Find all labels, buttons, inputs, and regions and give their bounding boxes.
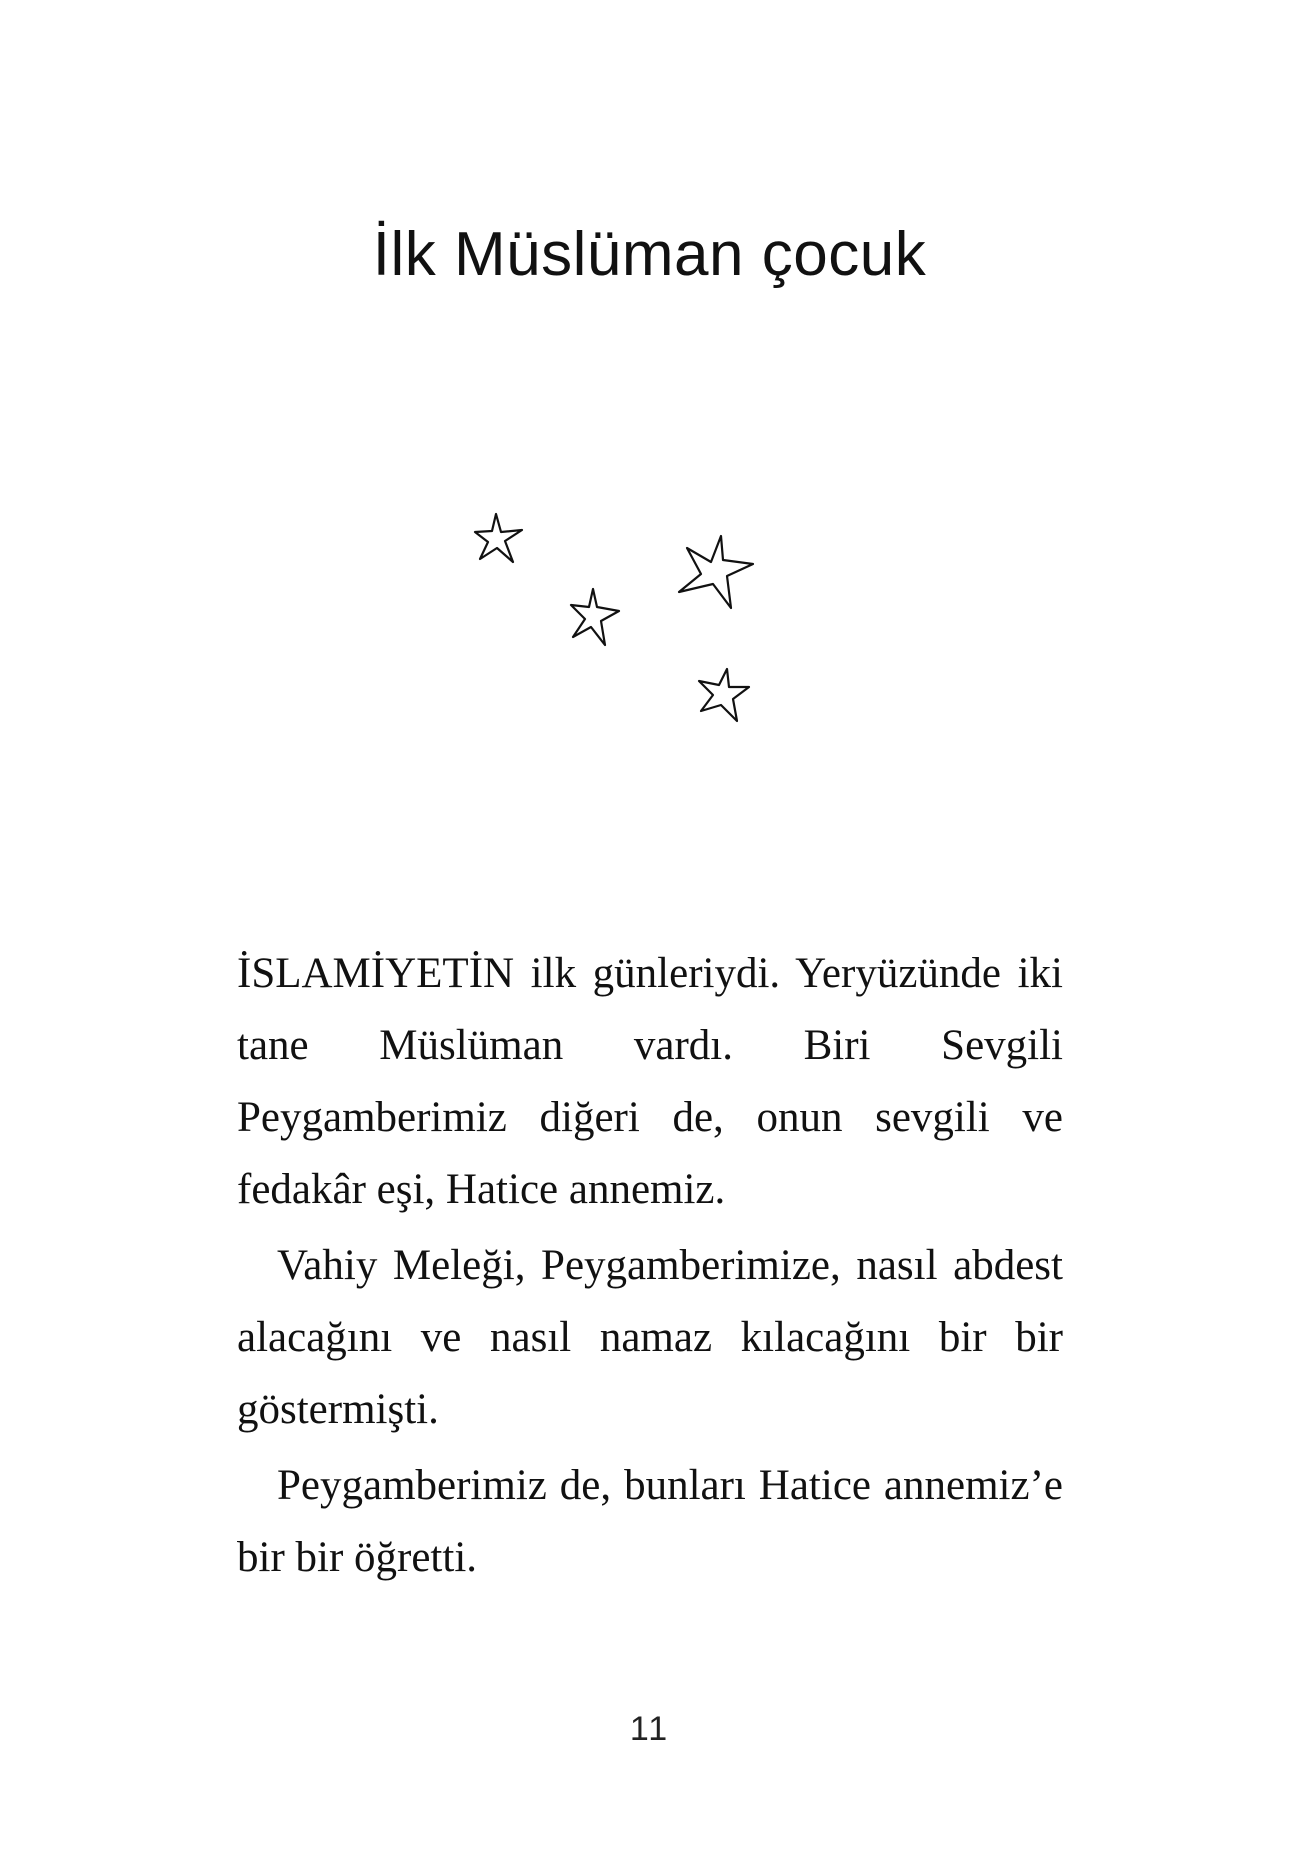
- paragraph: İSLAMİYETİN ilk günleriydi. Yeryüzünde iki tane Müslüman vardı. Biri Sevgili Peygamberimiz diğeri de, onun sevgili ve fedakâr eşi, Hatice annemiz.: [237, 950, 1063, 1213]
- chapter-title: İlk Müslüman çocuk: [372, 220, 927, 289]
- body-text: [237, 938, 1063, 1598]
- star-icon: [673, 532, 758, 612]
- star-icon: [470, 510, 530, 570]
- star-icon: [565, 585, 625, 650]
- page-number: 11: [629, 1710, 670, 1748]
- star-icon: [693, 665, 753, 725]
- paragraph: Vahiy Meleği, Peygamberimize, nasıl abdest alacağını ve nasıl namaz kılacağını bir bir göstermişti.: [237, 1242, 1063, 1433]
- paragraph: Peygamberimiz de, bunları Hatice annemiz’e bir bir öğretti.: [237, 1462, 1063, 1581]
